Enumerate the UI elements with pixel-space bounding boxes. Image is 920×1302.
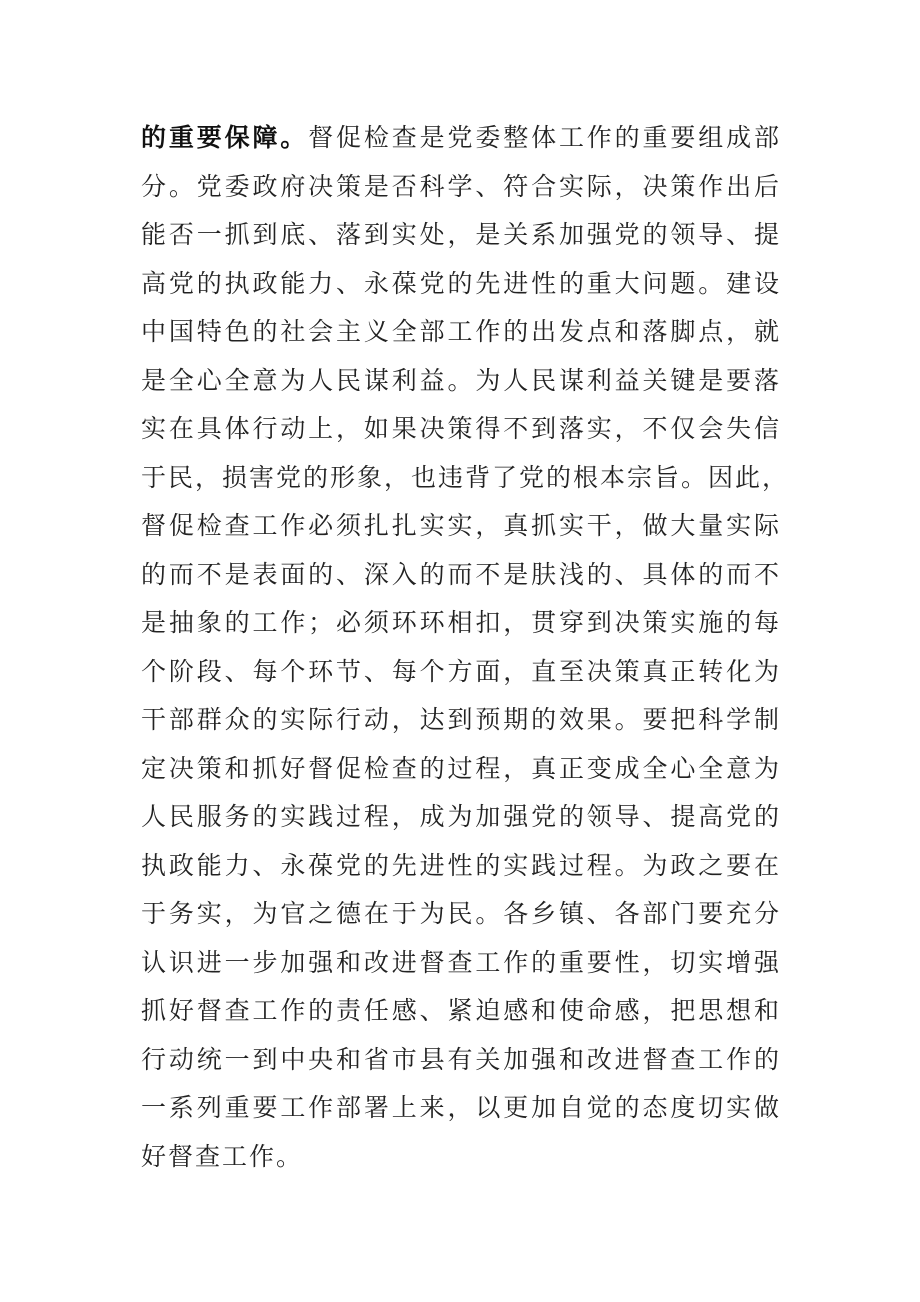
- paragraph-line: 执政能力、永葆党的先进性的实践过程。为政之要在: [141, 850, 781, 880]
- paragraph-line: 人民服务的实践过程，成为加强党的领导、提高党的: [141, 802, 781, 831]
- paragraph-line: 的而不是表面的、深入的而不是肤浅的、具体的而不: [141, 559, 781, 589]
- bold-lead-phrase: 的重要保障。: [141, 123, 309, 152]
- paragraph-line: 是全心全意为人民谋利益。为人民谋利益关键是要落: [141, 365, 781, 395]
- paragraph-last-line: 好督查工作。: [141, 1141, 304, 1171]
- paragraph-line: [141, 114, 781, 163]
- paragraph-line: 实在具体行动上，如果决策得不到落实，不仅会失信: [141, 414, 781, 443]
- body-paragraph: [141, 114, 790, 1181]
- paragraph-line: 于民，损害党的形象，也违背了党的根本宗旨。因此，: [141, 462, 790, 492]
- paragraph-line: 高党的执政能力、永葆党的先进性的重大问题。建设: [141, 268, 781, 298]
- paragraph-line: 于务实，为官之德在于为民。各乡镇、各部门要充分: [141, 899, 781, 928]
- paragraph-line: 是抽象的工作；必须环环相扣，贯穿到决策实施的每: [141, 608, 781, 637]
- paragraph-line: 中国特色的社会主义全部工作的出发点和落脚点，就: [141, 317, 781, 346]
- paragraph-line: 干部群众的实际行动，达到预期的效果。要把科学制: [141, 705, 781, 734]
- paragraph-line: 认识进一步加强和改进督查工作的重要性，切实增强: [141, 947, 781, 977]
- paragraph-line: 行动统一到中央和省市县有关加强和改进督查工作的: [141, 1044, 781, 1074]
- paragraph-line: 定决策和抓好督促检查的过程，真正变成全心全意为: [141, 753, 781, 783]
- paragraph-line: 分。党委政府决策是否科学、符合实际，决策作出后: [141, 171, 781, 201]
- paragraph-line: 能否一抓到底、落到实处，是关系加强党的领导、提: [141, 220, 781, 249]
- paragraph-line: 一系列重要工作部署上来，以更加自觉的态度切实做: [141, 1093, 781, 1122]
- paragraph-line: 抓好督查工作的责任感、紧迫感和使命感，把思想和: [141, 996, 781, 1025]
- line-text: 督促检查是党委整体工作的重要组成部: [308, 123, 781, 152]
- paragraph-line: 督促检查工作必须扎扎实实，真抓实干，做大量实际: [141, 511, 781, 540]
- paragraph-line: 个阶段、每个环节、每个方面，直至决策真正转化为: [141, 656, 781, 686]
